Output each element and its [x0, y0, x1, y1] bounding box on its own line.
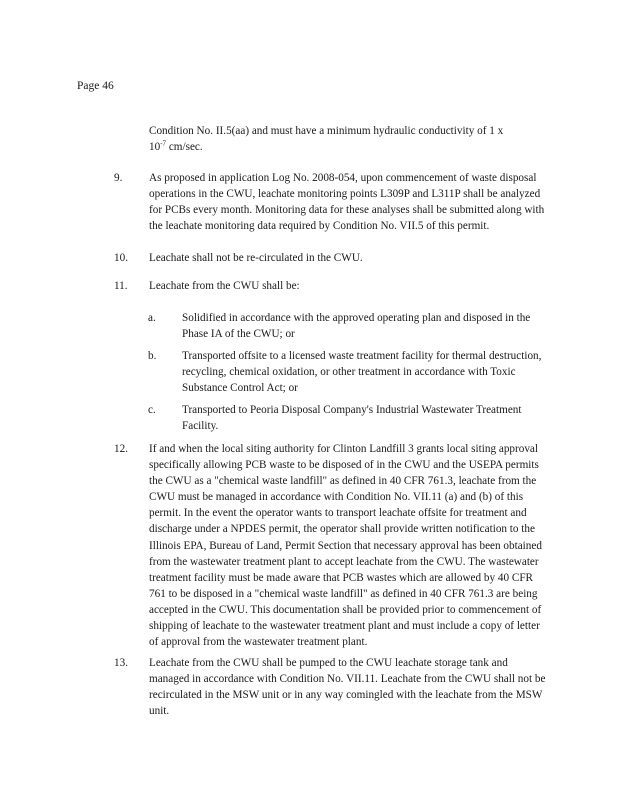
continuation-line-1: Condition No. II.5(aa) and must have a minimum hydraulic conductivity of 1 x	[149, 125, 504, 137]
continuation-exponent-base: 10	[149, 141, 161, 154]
condition-text: If and when the local siting authority for Clinton Landfill 3 grants local siting approval specifically allowing PCB waste to be disposed of in the CWU and the USEPA permits the CWU as a "chemical waste landfill" as defined in 40 CFR 761.3, leachate from the CWU must be managed in accordance with Condition No. VII.11 (a) and (b) of this permit. In the event the operator wants to transport leachate offsite for treatment and discharge under a NPDES permit, the operator shall provide written notification to the Illinois EPA, Bureau of Land, Permit Section that necessary approval has been obtained from the wastewater treatment plant to accept leachate from the CWU. The wastewater treatment facility must be made aware that PCB wastes which are allowed by 40 CFR 761 to be disposed in a "chemical waste landfill" as defined in 40 CFR 761.3 are being accepted in the CWU. This documentation shall be provided prior to commencement of shipping of leachate to the wastewater treatment plant and must include a copy of letter of approval from the wastewater treatment plant.	[149, 443, 542, 649]
subitem-letter: a.	[148, 312, 156, 324]
condition-number: 13.	[114, 657, 128, 669]
subitem-text: Solidified in accordance with the approved operating plan and disposed in the Phase IA of the CWU; or	[182, 312, 531, 341]
condition-subitem-c	[148, 402, 553, 434]
continuation-paragraph	[77, 123, 552, 155]
condition-number: 10.	[114, 252, 128, 264]
subitem-letter: b.	[148, 350, 157, 362]
condition-number: 11.	[114, 280, 128, 292]
condition-item-11	[77, 278, 552, 294]
condition-text: Leachate from the CWU shall be:	[149, 280, 300, 292]
condition-item-10	[77, 250, 552, 266]
condition-item-12	[77, 441, 552, 650]
condition-subitem-b	[148, 348, 553, 396]
page-number: Page 46	[77, 80, 114, 92]
condition-item-13	[77, 655, 552, 719]
condition-number: 9.	[114, 172, 123, 184]
condition-text: Leachate shall not be re-circulated in the CWU.	[149, 252, 363, 264]
subitem-text: Transported to Peoria Disposal Company's Industrial Wastewater Treatment Facility.	[182, 404, 522, 433]
continuation-exponent: -7	[160, 139, 167, 148]
condition-subitem-a	[148, 310, 553, 342]
condition-text: As proposed in application Log No. 2008-054, upon commencement of waste disposal operations in the CWU, leachate monitoring points L309P and L311P shall be analyzed for PCBs every month. Monitoring data for these analyses shall be submitted along with the leachate monitoring data required by Condition No. VII.5 of this permit.	[149, 172, 545, 233]
subitem-text: Transported offsite to a licensed waste treatment facility for thermal destruction, recycling, chemical oxidation, or other treatment in accordance with Toxic Substance Control Act; or	[182, 350, 542, 395]
continuation-units: cm/sec.	[166, 141, 203, 154]
condition-number: 12.	[114, 443, 128, 455]
condition-text: Leachate from the CWU shall be pumped to the CWU leachate storage tank and managed in accordance with Condition No. VII.11. Leachate from the CWU shall not be recirculated in the MSW unit or in any way comingled with the leachate from the MSW unit.	[149, 657, 546, 718]
subitem-letter: c.	[148, 404, 156, 416]
condition-item-9	[77, 170, 552, 234]
